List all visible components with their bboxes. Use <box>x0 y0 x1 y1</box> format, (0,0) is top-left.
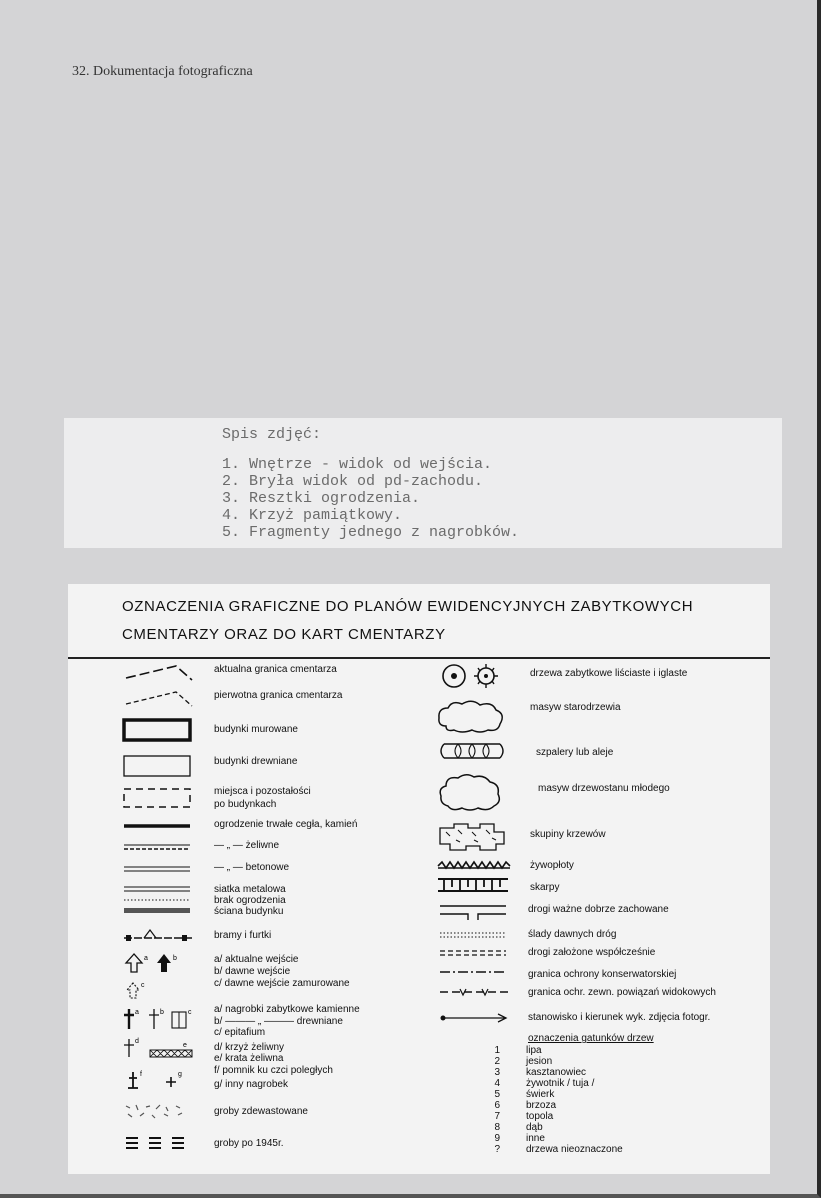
entrance-arrows-icon <box>124 952 184 976</box>
photo-position-icon <box>438 1010 514 1026</box>
legend-right-label: drogi założone współcześnie <box>528 947 656 958</box>
current-boundary-icon <box>124 662 196 682</box>
legend-divider <box>68 657 770 659</box>
species-name: inne <box>526 1133 545 1144</box>
photo-list-title: Spis zdjęć: <box>222 426 322 443</box>
page-header: 32. Dokumentacja fotograficzna <box>72 64 253 79</box>
slopes-icon <box>436 876 512 894</box>
svg-text:a: a <box>135 1009 139 1016</box>
photo-list-slip <box>64 418 782 548</box>
legend-left-label: c/ dawne wejście zamurowane <box>214 978 350 989</box>
legend-title-line1: OZNACZENIA GRAFICZNE DO PLANÓW EWIDENCYJNYCH ZABYTKOWYCH <box>122 598 694 615</box>
shrubs-icon <box>436 820 512 854</box>
original-boundary-icon <box>124 688 196 708</box>
svg-text:b: b <box>160 1009 164 1016</box>
legend-right-label: masyw starodrzewia <box>530 702 621 713</box>
conservation-boundary-icon <box>438 968 510 976</box>
legend-left-label: ogrodzenie trwałe cegła, kamień <box>214 819 358 830</box>
species-name: świerk <box>526 1089 555 1100</box>
svg-text:c: c <box>141 982 145 989</box>
photo-list-item: 2. Bryła widok od pd-zachodu. <box>222 473 484 490</box>
legend-card <box>68 584 770 1174</box>
legend-left-label: a/ aktualne wejście <box>214 954 299 965</box>
legend-left-label: budynki murowane <box>214 724 298 735</box>
legend-left-label: f/ pomnik ku czci poległych <box>214 1065 333 1076</box>
svg-text:d: d <box>135 1038 139 1045</box>
legend-left-label: po budynkach <box>214 799 277 810</box>
permanent-fence-icon <box>122 822 194 830</box>
legend-left-label: ściana budynku <box>214 906 284 917</box>
legend-left-label: budynki drewniane <box>214 756 298 767</box>
legend-left-label: bramy i furtki <box>214 930 272 941</box>
svg-text:e: e <box>183 1042 187 1049</box>
tree-alleys-icon <box>438 740 510 762</box>
legend-left-label: groby po 1945r. <box>214 1138 284 1149</box>
legend-left-label: a/ nagrobki zabytkowe kamienne <box>214 1004 360 1015</box>
legend-left-label: aktualna granica cmentarza <box>214 664 337 675</box>
memorial-icon <box>122 1068 192 1092</box>
gravestones-icon <box>122 1006 198 1032</box>
species-name: dąb <box>526 1122 543 1133</box>
legend-right-label: granica ochr. zewn. powiązań widokowych <box>528 987 716 998</box>
legend-right-label: masyw drzewostanu młodego <box>538 783 670 794</box>
svg-text:b: b <box>173 955 177 962</box>
brick-building-icon <box>122 718 194 744</box>
legend-title-line2: CMENTARZY ORAZ DO KART CMENTARZY <box>122 626 446 643</box>
species-number: 4 <box>494 1078 500 1089</box>
legend-right-label: drzewa zabytkowe liściaste i iglaste <box>530 668 688 679</box>
species-name: topola <box>526 1111 554 1122</box>
hedges-icon <box>436 860 512 872</box>
legend-right-label: szpalery lub aleje <box>536 747 614 758</box>
species-heading: oznaczenia gatunków drzew <box>528 1033 654 1044</box>
important-roads-icon <box>438 902 510 922</box>
species-number: 8 <box>494 1122 500 1133</box>
iron-fence-icon <box>122 842 194 852</box>
photo-list-item: 3. Resztki ogrodzenia. <box>222 490 421 507</box>
legend-right-label: skupiny krzewów <box>530 829 606 840</box>
devastated-graves-icon <box>122 1102 194 1122</box>
legend-left-label: groby zdewastowane <box>214 1106 308 1117</box>
wooden-building-icon <box>122 754 194 780</box>
legend-left-label: b/ ——— „ ——— drewniane <box>214 1016 343 1027</box>
iron-cross-grate-icon <box>122 1036 202 1060</box>
legend-left-label: — „ — żeliwne <box>214 840 280 851</box>
legend-left-label: siatka metalowa <box>214 884 286 895</box>
legend-right-label: granica ochrony konserwatorskiej <box>528 969 677 980</box>
view-protection-boundary-icon <box>438 986 514 998</box>
species-number: 6 <box>494 1100 500 1111</box>
building-remains-icon <box>122 787 194 811</box>
legend-left-label: — „ — betonowe <box>214 862 290 873</box>
svg-text:c: c <box>188 1009 192 1016</box>
species-number: 3 <box>494 1067 500 1078</box>
legend-left-label: miejsca i pozostałości <box>214 786 311 797</box>
species-name: lipa <box>526 1045 542 1056</box>
walled-entrance-icon <box>124 980 154 1002</box>
legend-right-label: drogi ważne dobrze zachowane <box>528 904 669 915</box>
legend-left-label: c/ epitafium <box>214 1027 266 1038</box>
legend-left-label: e/ krata żeliwna <box>214 1053 284 1064</box>
legend-right-label: skarpy <box>530 882 560 893</box>
concrete-fence-icon <box>122 864 194 874</box>
species-name: kasztanowiec <box>526 1067 587 1078</box>
post-1945-graves-icon <box>122 1134 194 1156</box>
historic-trees-icon <box>440 662 510 692</box>
svg-text:a: a <box>144 955 148 962</box>
species-number: ? <box>494 1144 500 1155</box>
species-number: 7 <box>494 1111 500 1122</box>
legend-right-label: stanowisko i kierunek wyk. zdjęcia fotogr. <box>528 1012 711 1023</box>
species-number: 2 <box>494 1056 500 1067</box>
old-forest-icon <box>436 696 508 736</box>
photo-list-item: 5. Fragmenty jednego z nagrobków. <box>222 524 520 541</box>
species-name: drzewa nieoznaczone <box>526 1144 623 1155</box>
old-roads-icon <box>438 930 510 940</box>
species-number: 5 <box>494 1089 500 1100</box>
species-name: żywotnik / tuja / <box>526 1078 595 1089</box>
species-number: 1 <box>494 1045 500 1056</box>
gate-icon <box>122 928 198 944</box>
modern-roads-icon <box>438 948 510 958</box>
species-number: 9 <box>494 1133 500 1144</box>
young-forest-icon <box>436 770 508 814</box>
mesh-and-wall-icon <box>122 884 194 918</box>
photo-list <box>222 456 519 541</box>
photo-list-item: 4. Krzyż pamiątkowy. <box>222 507 403 524</box>
legend-right-label: żywopłoty <box>530 860 574 871</box>
svg-text:f: f <box>140 1071 142 1078</box>
photo-list-item: 1. Wnętrze - widok od wejścia. <box>222 456 493 473</box>
legend-left-label: brak ogrodzenia <box>214 895 286 906</box>
legend-left-label: d/ krzyż żeliwny <box>214 1042 285 1053</box>
legend-right-label: ślady dawnych dróg <box>528 929 617 940</box>
species-name: jesion <box>526 1056 553 1067</box>
species-name: brzoza <box>526 1100 557 1111</box>
legend-left-label: g/ inny nagrobek <box>214 1079 288 1090</box>
svg-text:g: g <box>178 1071 182 1078</box>
legend-left-label: pierwotna granica cmentarza <box>214 690 343 701</box>
legend-left-label: b/ dawne wejście <box>214 966 291 977</box>
